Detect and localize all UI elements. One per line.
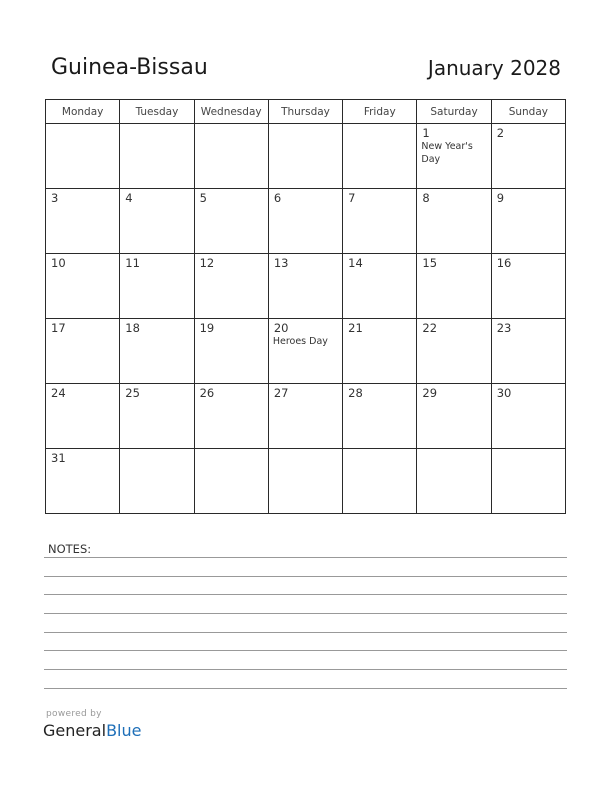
day-number: 23 [496, 321, 512, 335]
note-line [44, 688, 567, 689]
day-cell [46, 319, 120, 384]
day-cell [120, 384, 194, 449]
note-line [44, 594, 567, 595]
day-cell [120, 254, 194, 319]
day-cell [343, 449, 417, 514]
calendar-grid [45, 99, 566, 514]
month-year-title: January 2028 [427, 56, 561, 80]
weekday-wednesday: Wednesday [194, 100, 268, 124]
note-line [44, 669, 567, 670]
day-cell [268, 319, 342, 384]
weekday-sunday: Sunday [491, 100, 565, 124]
day-number: 4 [125, 191, 133, 205]
weekday-header-row [46, 100, 566, 124]
day-number: 16 [496, 256, 512, 270]
day-cell [343, 189, 417, 254]
weekday-monday: Monday [46, 100, 120, 124]
day-number: 20 [273, 321, 289, 335]
day-number: 14 [348, 256, 363, 270]
brand-general: General [43, 721, 107, 740]
day-cell [491, 254, 565, 319]
day-cell [194, 384, 268, 449]
note-line [44, 613, 567, 614]
day-cell [491, 449, 565, 514]
day-cell [417, 319, 491, 384]
day-cell [417, 449, 491, 514]
country-title: Guinea-Bissau [51, 55, 208, 80]
note-line [44, 576, 567, 577]
day-cell [491, 124, 565, 189]
day-number: 26 [199, 386, 215, 400]
day-cell [120, 189, 194, 254]
day-cell [120, 124, 194, 189]
day-cell [194, 449, 268, 514]
day-number: 24 [51, 386, 66, 400]
week-row [46, 449, 566, 514]
day-number: 11 [125, 256, 140, 270]
day-cell [46, 254, 120, 319]
weekday-tuesday: Tuesday [120, 100, 194, 124]
day-cell [491, 319, 565, 384]
day-number: 28 [348, 386, 363, 400]
week-row [46, 319, 566, 384]
day-number: 27 [273, 386, 289, 400]
day-number: 15 [422, 256, 438, 270]
day-cell [194, 189, 268, 254]
day-number: 10 [51, 256, 66, 270]
day-cell [194, 319, 268, 384]
day-number: 13 [273, 256, 289, 270]
day-cell [194, 254, 268, 319]
week-row [46, 189, 566, 254]
day-cell [343, 319, 417, 384]
notes-label: NOTES: [48, 542, 92, 556]
day-cell [417, 254, 491, 319]
day-cell [417, 124, 491, 189]
note-line [44, 557, 567, 558]
day-cell [268, 189, 342, 254]
day-cell [268, 449, 342, 514]
day-number: 8 [422, 191, 430, 205]
day-cell [417, 189, 491, 254]
day-cell [268, 254, 342, 319]
brand-logo[interactable] [43, 721, 141, 740]
brand-blue: Blue [106, 721, 142, 740]
day-cell [194, 124, 268, 189]
day-cell [491, 189, 565, 254]
day-cell [268, 124, 342, 189]
holiday-label: Heroes Day [272, 336, 328, 347]
day-number: 7 [348, 191, 356, 205]
day-number: 19 [199, 321, 215, 335]
day-cell [343, 124, 417, 189]
weekday-friday: Friday [343, 100, 417, 124]
day-cell [491, 384, 565, 449]
day-number: 18 [125, 321, 140, 335]
day-number: 12 [199, 256, 215, 270]
day-number: 21 [348, 321, 363, 335]
day-number: 29 [422, 386, 438, 400]
day-number: 6 [273, 191, 282, 205]
day-cell [120, 449, 194, 514]
calendar-body [46, 124, 566, 514]
powered-by-text: powered by [46, 709, 102, 719]
day-number: 9 [496, 191, 505, 205]
day-number: 25 [125, 386, 140, 400]
day-cell [46, 449, 120, 514]
weekday-thursday: Thursday [268, 100, 342, 124]
week-row [46, 124, 566, 189]
day-number: 17 [51, 321, 66, 335]
note-line [44, 632, 567, 633]
day-cell [417, 384, 491, 449]
week-row [46, 254, 566, 319]
day-cell [343, 384, 417, 449]
day-cell [46, 189, 120, 254]
day-cell [46, 124, 120, 189]
day-number: 5 [199, 191, 207, 205]
day-number: 30 [496, 386, 512, 400]
day-number: 2 [496, 126, 505, 140]
day-cell [343, 254, 417, 319]
day-number: 22 [422, 321, 438, 335]
day-cell [120, 319, 194, 384]
weekday-saturday: Saturday [417, 100, 491, 124]
day-number: 31 [51, 451, 66, 465]
week-row [46, 384, 566, 449]
day-number: 1 [422, 126, 430, 140]
day-cell [46, 384, 120, 449]
holiday-label: New Year's Day [421, 141, 473, 165]
day-cell [268, 384, 342, 449]
day-number: 3 [51, 191, 59, 205]
note-line [44, 650, 567, 651]
